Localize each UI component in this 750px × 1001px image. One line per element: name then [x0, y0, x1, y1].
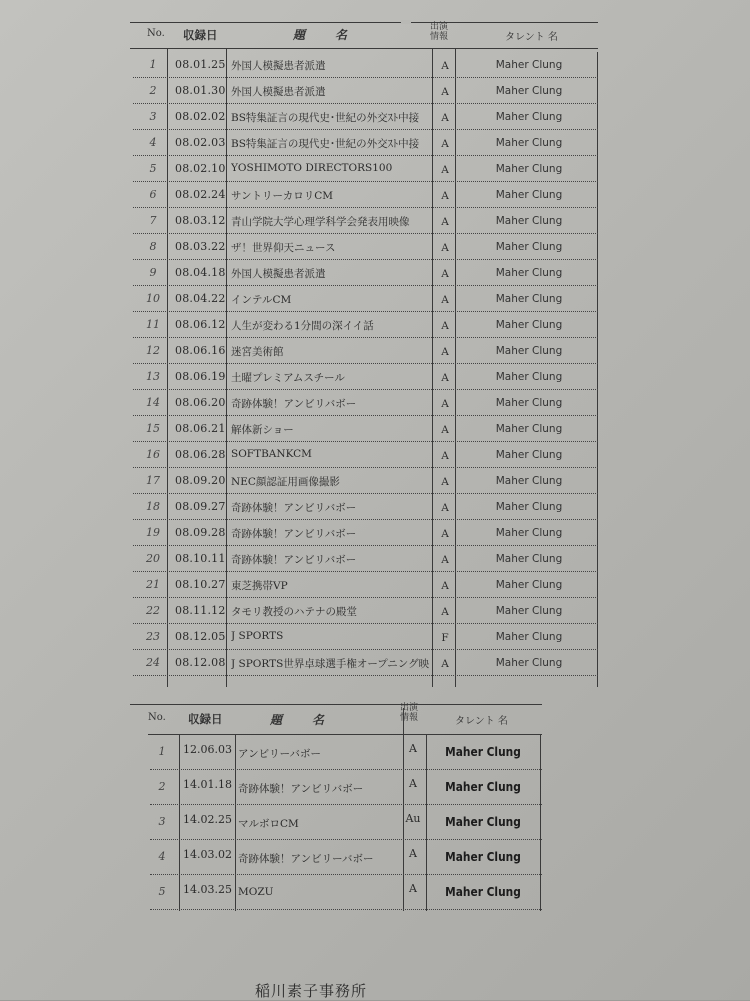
table-row [125, 78, 598, 104]
recording-date: 14.02.25 [183, 813, 232, 826]
recording-date: 08.01.30 [175, 84, 226, 97]
program-title: J SPORTS世界卓球選手権オープニング映 [231, 658, 430, 670]
program-title: インテルCM [231, 294, 292, 306]
row-number: 1 [149, 58, 157, 71]
talent-name: Maher Clung [495, 605, 563, 617]
row-number: 3 [149, 110, 157, 123]
row-number: 5 [158, 885, 166, 898]
program-title: 外国人模擬患者派遣 [231, 60, 326, 72]
row-number: 8 [149, 240, 157, 253]
row-number: 14 [146, 396, 160, 409]
row-number: 10 [146, 292, 160, 305]
appearance-table-1 [125, 22, 598, 690]
program-title: ザ！世界仰天ニュース [231, 242, 336, 254]
recording-date: 08.02.24 [175, 188, 226, 201]
talent-name: Maher Clung [495, 163, 563, 175]
program-title: NEC顔認証用画像撮影 [231, 476, 340, 488]
performance-code: A [441, 190, 449, 202]
header-no: No. [147, 28, 165, 39]
talent-name: Maher Clung [495, 85, 563, 97]
table-row [125, 442, 598, 468]
performance-code: A [441, 242, 449, 254]
recording-date: 08.01.25 [175, 58, 226, 71]
performance-code: A [441, 216, 449, 228]
talent-name: Maher Clung [495, 475, 563, 487]
table-row [130, 735, 542, 770]
performance-code: Au [405, 812, 421, 825]
table-row [125, 520, 598, 546]
recording-date: 08.04.18 [175, 266, 226, 279]
program-title: 人生が変わる1分間の深イイ話 [231, 320, 374, 332]
table-row [125, 130, 598, 156]
program-title: 奇跡体験！アンビリバボー [231, 528, 357, 540]
recording-date: 08.06.20 [175, 396, 226, 409]
talent-name: Maher Clung [495, 319, 563, 331]
talent-name: Maher Clung [495, 345, 563, 357]
talent-name: Maher Clung [495, 241, 563, 253]
table-row [125, 338, 598, 364]
table-row [125, 104, 598, 130]
talent-name: Maher Clung [495, 527, 563, 539]
recording-date: 08.06.21 [175, 422, 226, 435]
recording-date: 08.10.11 [175, 552, 226, 565]
program-title: 東芝携帯VP [231, 580, 288, 592]
row-number: 4 [149, 136, 157, 149]
performance-code: A [441, 424, 449, 436]
talent-name: Maher Clung [495, 397, 563, 409]
table-row [125, 624, 598, 650]
talent-name: Maher Clung [445, 849, 521, 864]
recording-date: 08.09.20 [175, 474, 226, 487]
program-title: 外国人模擬患者派遣 [231, 268, 326, 280]
agency-name: 稲川素子事務所 [255, 982, 368, 1000]
row-number: 4 [158, 850, 166, 863]
talent-name: Maher Clung [495, 371, 563, 383]
recording-date: 08.12.05 [175, 630, 226, 643]
table-row [125, 416, 598, 442]
program-title: マルボロCM [238, 818, 299, 830]
program-title: 青山学院大学心理学科学会発表用映像 [231, 216, 410, 228]
talent-name: Maher Clung [495, 449, 563, 461]
header-date: 収録日 [188, 712, 223, 726]
row-number: 23 [146, 630, 160, 643]
program-title: 土曜プレミアムスチール [231, 372, 345, 384]
program-title: SOFTBANKCM [231, 448, 312, 460]
performance-code: A [441, 372, 449, 384]
recording-date: 14.03.02 [183, 848, 232, 861]
performance-code: A [409, 882, 417, 895]
row-number: 13 [146, 370, 160, 383]
header-talent: タレント 名 [455, 716, 508, 727]
talent-name: Maher Clung [495, 267, 563, 279]
talent-name: Maher Clung [495, 137, 563, 149]
talent-name: Maher Clung [495, 423, 563, 435]
recording-date: 14.03.25 [183, 883, 232, 896]
header-title: 題 名 [293, 28, 350, 42]
table-row [130, 840, 542, 875]
program-title: MOZU [238, 886, 274, 898]
row-number: 2 [149, 84, 157, 97]
table-top-rule-gap [401, 20, 411, 24]
row-dotted-rule [150, 909, 542, 910]
program-title: アンビリーバボー [238, 748, 322, 760]
performance-code: A [441, 60, 449, 72]
table-row [125, 650, 598, 676]
header-no: No. [148, 712, 166, 723]
recording-date: 08.06.16 [175, 344, 226, 357]
table-row [125, 390, 598, 416]
row-number: 2 [158, 780, 166, 793]
table-row [130, 875, 542, 910]
table-row [125, 234, 598, 260]
program-title: 解体新ショー [231, 424, 294, 436]
program-title: BS特集証言の現代史･世紀の外交ｽﾄ中接 [231, 138, 420, 150]
header-title: 題 名 [270, 713, 327, 727]
program-title: タモリ教授のハテナの殿堂 [231, 606, 357, 618]
table-row [125, 546, 598, 572]
row-number: 22 [146, 604, 160, 617]
talent-name: Maher Clung [495, 631, 563, 643]
performance-code: A [441, 138, 449, 150]
talent-name: Maher Clung [495, 579, 563, 591]
row-number: 17 [146, 474, 160, 487]
recording-date: 08.02.10 [175, 162, 226, 175]
program-title: 奇跡体験！アンビリバボー [231, 398, 357, 410]
performance-code: A [441, 112, 449, 124]
header-performance: 出演 情報 [400, 703, 419, 723]
program-title: 外国人模擬患者派遣 [231, 86, 326, 98]
recording-date: 08.06.19 [175, 370, 226, 383]
row-dotted-rule [133, 675, 598, 676]
talent-name: Maher Clung [495, 501, 563, 513]
program-title: 奇跡体験！アンビリバボー [231, 502, 357, 514]
row-number: 7 [149, 214, 157, 227]
performance-code: A [441, 606, 449, 618]
talent-name: Maher Clung [495, 111, 563, 123]
program-title: 迷宮美術館 [231, 346, 284, 358]
row-number: 16 [146, 448, 160, 461]
header-date: 収録日 [183, 28, 218, 42]
recording-date: 08.06.12 [175, 318, 226, 331]
row-number: 3 [158, 815, 166, 828]
talent-name: Maher Clung [495, 293, 563, 305]
program-title: YOSHIMOTO DIRECTORS100 [231, 162, 393, 174]
program-title: BS特集証言の現代史･世紀の外交ｽﾄ中接 [231, 112, 420, 124]
recording-date: 12.06.03 [183, 743, 232, 756]
talent-name: Maher Clung [495, 215, 563, 227]
table-row [125, 208, 598, 234]
talent-name: Maher Clung [495, 657, 563, 669]
performance-code: A [409, 777, 417, 790]
talent-name: Maher Clung [445, 779, 521, 794]
talent-name: Maher Clung [495, 59, 563, 71]
table-top-rule [130, 22, 598, 23]
performance-code: A [409, 847, 417, 860]
table-row [125, 260, 598, 286]
performance-code: A [441, 268, 449, 280]
row-number: 11 [146, 318, 160, 331]
row-number: 18 [146, 500, 160, 513]
table-row [125, 52, 598, 78]
recording-date: 08.11.12 [175, 604, 226, 617]
performance-code: A [441, 164, 449, 176]
table-row [125, 364, 598, 390]
row-number: 15 [146, 422, 160, 435]
talent-name: Maher Clung [445, 814, 521, 829]
performance-code: A [409, 742, 417, 755]
table-row [130, 805, 542, 840]
recording-date: 08.10.27 [175, 578, 226, 591]
performance-code: A [441, 294, 449, 306]
table-row [125, 182, 598, 208]
table-row [130, 770, 542, 805]
program-title: 奇跡体験！アンビリーバボー [238, 853, 374, 865]
program-title: 奇跡体験！アンビリバボー [238, 783, 364, 795]
table-row [125, 286, 598, 312]
recording-date: 08.03.12 [175, 214, 226, 227]
table-top-rule [130, 704, 542, 705]
talent-name: Maher Clung [495, 553, 563, 565]
recording-date: 08.12.08 [175, 656, 226, 669]
row-number: 9 [149, 266, 157, 279]
performance-code: A [441, 450, 449, 462]
appearance-table-2 [130, 700, 542, 912]
row-number: 5 [149, 162, 157, 175]
table-row [125, 312, 598, 338]
row-number: 19 [146, 526, 160, 539]
talent-name: Maher Clung [445, 884, 521, 899]
performance-code: A [441, 502, 449, 514]
performance-code: A [441, 658, 449, 670]
recording-date: 08.04.22 [175, 292, 226, 305]
performance-code: A [441, 476, 449, 488]
performance-code: A [441, 528, 449, 540]
recording-date: 08.06.28 [175, 448, 226, 461]
performance-code: F [441, 632, 449, 644]
table-row [125, 598, 598, 624]
table-row [125, 468, 598, 494]
header-performance: 出演 情報 [430, 22, 449, 42]
row-number: 1 [158, 745, 166, 758]
row-number: 21 [146, 578, 160, 591]
table-row [125, 572, 598, 598]
table-row [125, 156, 598, 182]
row-number: 6 [149, 188, 157, 201]
row-number: 24 [146, 656, 160, 669]
performance-code: A [441, 346, 449, 358]
table-header-rule [130, 48, 598, 49]
recording-date: 08.09.27 [175, 500, 226, 513]
performance-code: A [441, 554, 449, 566]
performance-code: A [441, 320, 449, 332]
row-number: 20 [146, 552, 160, 565]
talent-name: Maher Clung [445, 744, 521, 759]
header-talent: タレント 名 [505, 32, 558, 43]
performance-code: A [441, 580, 449, 592]
recording-date: 08.09.28 [175, 526, 226, 539]
recording-date: 08.02.02 [175, 110, 226, 123]
recording-date: 14.01.18 [183, 778, 232, 791]
talent-name: Maher Clung [495, 189, 563, 201]
program-title: 奇跡体験！アンビリバボー [231, 554, 357, 566]
program-title: サントリーカロリCM [231, 190, 334, 202]
performance-code: A [441, 86, 449, 98]
program-title: J SPORTS [231, 630, 284, 642]
recording-date: 08.02.03 [175, 136, 226, 149]
row-number: 12 [146, 344, 160, 357]
table-row [125, 494, 598, 520]
performance-code: A [441, 398, 449, 410]
recording-date: 08.03.22 [175, 240, 226, 253]
